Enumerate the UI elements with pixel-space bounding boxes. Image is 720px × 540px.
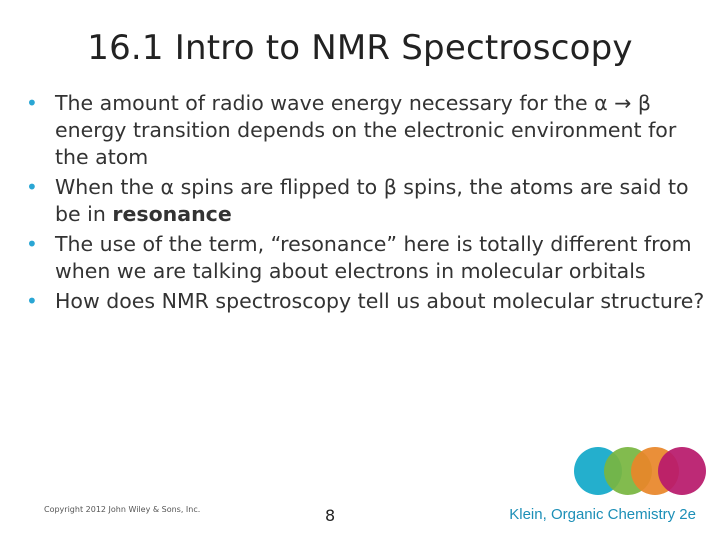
- bullet-text: When the α spins are flipped to β spins, the atoms are said to be in: [55, 175, 689, 226]
- bullet-text: The use of the term, “resonance” here is totally different from when we are talking about electrons in molecular orbitals: [55, 232, 692, 283]
- bullet-text: The amount of radio wave energy necessary for the α → β energy transition depends on the electronic environment for the atom: [55, 91, 677, 169]
- bullet-item: [26, 90, 706, 171]
- bullet-item: [26, 174, 706, 228]
- book-reference: Klein, Organic Chemistry 2e: [509, 506, 696, 523]
- bullet-dot-icon: •: [26, 175, 38, 199]
- bullet-dot-icon: •: [26, 232, 38, 256]
- bullet-dot-icon: •: [26, 91, 38, 115]
- logo-circle-icon: [658, 447, 706, 495]
- bullet-text: How does NMR spectroscopy tell us about molecular structure?: [55, 289, 705, 313]
- bullet-item: [26, 288, 706, 315]
- copyright-text: Copyright 2012 John Wiley & Sons, Inc.: [44, 505, 201, 514]
- bullet-list: [26, 90, 706, 318]
- bullet-dot-icon: •: [26, 289, 38, 313]
- publisher-logo: [574, 447, 708, 495]
- slide-title: 16.1 Intro to NMR Spectroscopy: [87, 28, 633, 68]
- bullet-item: [26, 231, 706, 285]
- page-number: 8: [325, 506, 336, 525]
- bullet-bold-term: resonance: [112, 202, 232, 226]
